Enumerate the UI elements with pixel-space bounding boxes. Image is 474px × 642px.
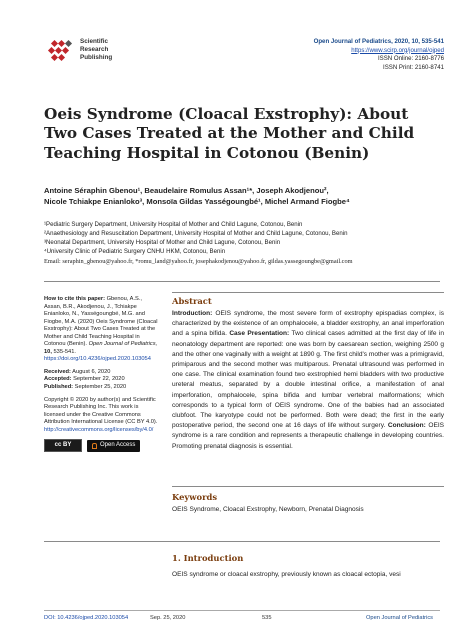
abstract-body: [172, 309, 444, 452]
license-link[interactable]: http://creativecommons.org/licenses/by/4.0/: [44, 426, 154, 433]
affiliation: ¹Pediatric Surgery Department, University Hospital of Mother and Child Lagune, Cotonou, Benin: [44, 221, 303, 228]
affiliation: ²Anaethesiology and Resuscitation Department, University Hospital of Mother and Child Lagune, Cotonou, Benin: [44, 229, 348, 237]
body-divider: [44, 541, 440, 542]
open-access-label: Open Access: [100, 442, 136, 449]
open-lock-icon: [92, 443, 97, 449]
footer-divider: [44, 610, 440, 611]
abstract-conclusion-label: Conclusion:: [387, 422, 426, 430]
abstract-case-text: Two clinical cases admitted at the first day of life in neonatology department are reported: one was born by caesarean section, weighing 2500 g and the other one vaginally with a weight at 1890 g. The first child's mother was a primigravid, primiparous and the second mother was multiparous. Prenatal ultrasound was performed in one case. The clinical examination found two exstrophied hemi bladders with two productive ureteral meatus, separated by a double intestinal orifice, a manifestation of anal imperforation, omphalocele, spina bifida and lumbar vertebral malformations; which corresponds to a typical form of OEIS syndrome. One of the babies had an associated clubfoot. The karyotype could not be performed. Both were dead; the first in the early postoperative period, the second one at 16 days of life without surgery.: [172, 330, 444, 430]
received-label: Received:: [44, 368, 71, 375]
footer-journal-name: Open Journal of Pediatrics: [366, 615, 434, 621]
cite-text: Gbenou, A.S., Assan, B.R., Akodjenou, J., Tchiakpe Enianloko, N., Yasségoungbé, M.G. and Fiogbe, M.A. (2020) Oeis Syndrome (Cloacal Exstrophy): About Two Cases Treated at the Mother and Child Teaching Hospital in Cotonou (Benin).: [44, 296, 158, 348]
publisher-name: [80, 38, 112, 62]
citation-block: [44, 296, 160, 364]
abstract-conclusion-text: OEIS syndrome is a rare condition and represents a therapeutic challenge in developing countries. Promoting prenatal diagnosis is essential.: [172, 422, 445, 450]
cite-volume: 10,: [44, 348, 52, 355]
introduction-heading: 1. Introduction: [172, 553, 244, 563]
footer-page-number: 535: [262, 615, 272, 621]
header-divider: [44, 281, 440, 282]
footer-doi-link[interactable]: DOI: 10.4236/ojped.2020.103054: [44, 615, 129, 621]
publisher-name-line: Research: [80, 46, 109, 53]
cc-by-badge[interactable]: cc BY: [44, 439, 82, 452]
abstract-intro-label: Introduction:: [172, 310, 213, 317]
abstract-case-label: Case Presentation:: [229, 330, 290, 338]
published-date: September 25, 2020: [74, 384, 127, 391]
journal-url-link[interactable]: https://www.scirp.org/journal/ojped: [351, 46, 444, 54]
open-access-badge: [87, 440, 140, 452]
affiliation: ⁴University Clinic of Pediatric Surgery CNHU HKM, Cotonou, Benin: [44, 247, 226, 255]
abstract-divider: [172, 292, 444, 293]
journal-citation: Open Journal of Pediatrics, 2020, 10, 535-541: [313, 38, 444, 45]
publisher-name-line: Publishing: [80, 54, 113, 61]
license-badges: [44, 439, 160, 452]
keywords-divider: [172, 486, 444, 487]
author-list: [44, 186, 444, 207]
cite-pages: 535-541.: [53, 348, 76, 355]
footer-date: Sep. 25, 2020: [150, 615, 186, 621]
affiliation-list: [44, 221, 454, 257]
keywords-text: OEIS Syndrome, Cloacal Exstrophy, Newborn, Prenatal Diagnosis: [172, 506, 364, 513]
affiliation: ³Neonatal Department, University Hospital of Mother and Child Lagune, Cotonou, Benin: [44, 238, 281, 246]
paper-title: Oeis Syndrome (Cloacal Exstrophy): About Two Cases Treated at the Mother and Child Teaching Hospital in Cotonou (Benin): [44, 105, 415, 162]
cite-label: How to cite this paper:: [44, 296, 105, 302]
article-info-sidebar: [44, 296, 160, 452]
issn-print: ISSN Print: 2160-8741: [383, 63, 444, 71]
journal-header: [314, 38, 444, 72]
abstract-intro-text: OEIS syndrome, the most severe form of exstrophy epispadias complex, is characterized by the existence of an omphalocele, a bladder exstrophy, an anal imperforation and a spina bifida.: [172, 310, 444, 338]
abstract-heading: Abstract: [172, 296, 212, 306]
cite-journal: Open Journal of Pediatrics,: [88, 341, 158, 348]
author-emails: Email: seraphin_gbenou@yahoo.fr, *romu_land@yahoo.fr, josephakodjenou@yahoo.fr, gildas.yassegoungbe@gmail.com: [44, 258, 353, 265]
author-line: Antoine Séraphin Gbenou¹, Beaudelaire Romulus Assan¹*, Joseph Akodjenou²,: [44, 186, 329, 195]
received-date: August 6, 2020: [72, 368, 111, 375]
dates-block: [44, 369, 160, 392]
keywords-heading: Keywords: [172, 492, 218, 502]
cite-doi-link[interactable]: https://doi.org/10.4236/ojped.2020.103054: [44, 356, 151, 363]
copyright-block: [44, 397, 160, 435]
accepted-date: September 22, 2020: [73, 376, 125, 383]
issn-online: ISSN Online: 2160-8776: [377, 55, 444, 63]
copyright-text: Copyright © 2020 by author(s) and Scientific Research Publishing Inc. This work is licensed under the Creative Commons Attribution International License (CC BY 4.0).: [44, 396, 158, 426]
accepted-label: Accepted:: [44, 376, 72, 383]
publisher-name-line: Scientific: [80, 38, 108, 45]
introduction-text: OEIS syndrome or cloacal exstrophy, previously known as cloacal ectopia, vesi: [172, 571, 401, 578]
author-line: Nicole Tchiakpe Enianloko³, Monsoïa Gildas Yasségoungbé¹, Michel Armand Fiogbe⁴: [44, 196, 350, 206]
published-label: Published:: [44, 384, 74, 391]
